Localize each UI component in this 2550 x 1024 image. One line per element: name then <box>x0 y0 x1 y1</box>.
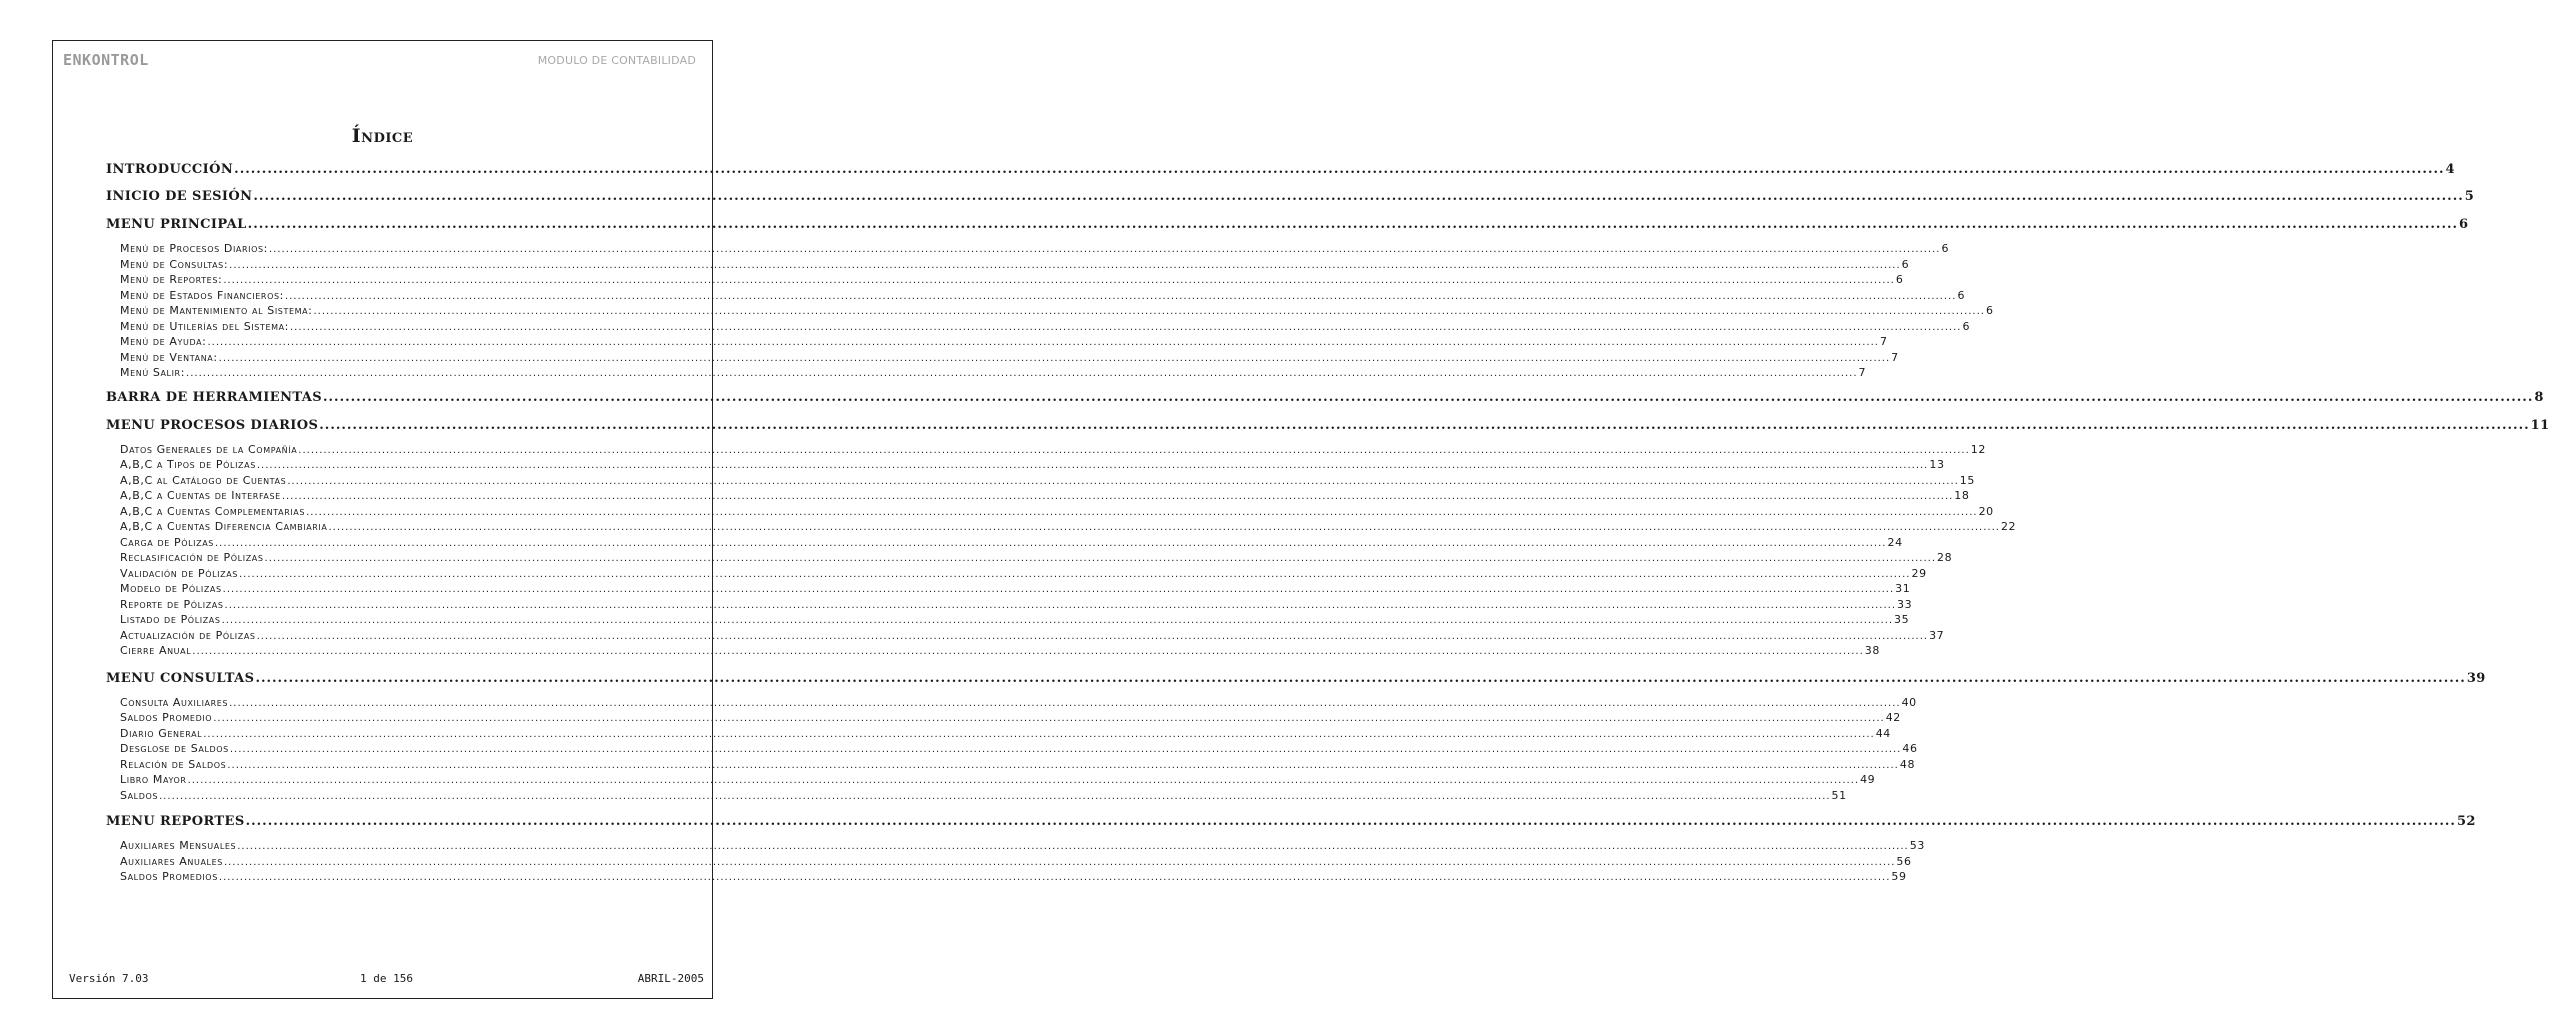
toc-dot-leader: ................................................................................................................................................................................................................................................................................................................................................................................................................ <box>328 522 2000 533</box>
toc-entry-page: 56 <box>1896 854 1912 868</box>
toc-subsection-entry <box>106 772 1876 788</box>
toc-entry-page: 5 <box>2464 189 2475 204</box>
toc-subsection-entry <box>106 303 1994 319</box>
toc-subsection-entry <box>106 365 1867 381</box>
toc-entry-page: 46 <box>1902 742 1918 755</box>
toc-subsection-entry <box>106 442 1986 458</box>
toc-subsection-entry <box>106 457 1945 473</box>
toc-subsection-entry <box>106 257 1910 273</box>
toc-entry-label: Reporte de Pólizas <box>120 597 224 611</box>
company-logo: ENKONTROL <box>63 51 149 69</box>
toc-subsection-entry <box>106 710 1901 726</box>
toc-entry-page: 12 <box>1970 442 1986 456</box>
toc-dot-leader: ................................................................................................................................................................................................................................................................................................................................................................................................................ <box>221 615 1894 626</box>
toc-entry-page: 40 <box>1901 695 1917 709</box>
toc-entry-page: 35 <box>1894 613 1910 626</box>
toc-entry-label: Carga de Pólizas <box>120 535 214 549</box>
toc-entry-page: 7 <box>1879 335 1888 348</box>
toc-entry-label: Auxiliares Mensuales <box>120 839 237 852</box>
toc-dot-leader: ................................................................................................................................................................................................................................................................................................................................................................................................................ <box>229 697 1901 709</box>
toc-dot-leader: ................................................................................................................................................................................................................................................................................................................................................................................................................ <box>227 759 1899 771</box>
toc-entry-page: 6 <box>1957 288 1966 302</box>
toc-dot-leader: ................................................................................................................................................................................................................................................................................................................................................................................................................ <box>218 352 1891 364</box>
toc-entry-page: 7 <box>1858 366 1867 379</box>
toc-entry-label: Menú de Reportes: <box>120 273 223 286</box>
toc-entry-page: 8 <box>2534 389 2544 405</box>
toc-entry-label: Consulta Auxiliares <box>120 695 229 709</box>
toc-entry-label: Menú de Mantenimiento al Sistema: <box>120 304 313 317</box>
toc-dot-leader: ................................................................................................................................................................................................................................................................................................................................................................................................................ <box>287 475 1959 487</box>
toc-subsection-entry <box>106 350 1899 366</box>
toc-dot-leader: ................................................................................................................................................................................................................................................................................................................................................................................................................ <box>319 417 2530 433</box>
toc-subsection-entry <box>106 288 1966 304</box>
toc-entry-label: Saldos Promedios <box>120 870 218 883</box>
toc-subsection-entry <box>106 854 1912 870</box>
toc-dot-leader: ................................................................................................................................................................................................................................................................................................................................................................................................................ <box>255 670 2466 686</box>
toc-entry-page: 6 <box>1901 257 1910 271</box>
toc-entry-page: 52 <box>2456 814 2476 829</box>
toc-section-entry <box>106 187 2475 207</box>
toc-dot-leader: ................................................................................................................................................................................................................................................................................................................................................................................................................ <box>186 368 1858 379</box>
toc-dot-leader: ................................................................................................................................................................................................................................................................................................................................................................................................................ <box>238 568 1911 580</box>
toc-dot-leader: ................................................................................................................................................................................................................................................................................................................................................................................................................ <box>203 728 1875 740</box>
toc-entry-page: 20 <box>1978 504 1994 518</box>
toc-dot-leader: ................................................................................................................................................................................................................................................................................................................................................................................................................ <box>298 444 1970 456</box>
toc-entry-label: Relación de Saldos <box>120 757 227 771</box>
toc-entry-label: Libro Mayor <box>120 773 187 786</box>
toc-subsection-entry <box>106 241 1950 257</box>
toc-subsection-entry <box>106 643 1880 659</box>
toc-dot-leader: ................................................................................................................................................................................................................................................................................................................................................................................................................ <box>187 775 1860 786</box>
toc-entry-page: 44 <box>1875 726 1891 740</box>
toc-dot-leader: ................................................................................................................................................................................................................................................................................................................................................................................................................ <box>222 584 1895 595</box>
toc-section-entry <box>106 416 2550 436</box>
toc-subsection-entry <box>106 726 1891 742</box>
toc-entry-label: Saldos Promedio <box>120 711 213 724</box>
toc-subsection-entry <box>106 550 1953 566</box>
toc-entry-label: A,B,C a Cuentas de Interfase <box>120 489 281 502</box>
toc-entry-label: BARRA DE HERRAMIENTAS <box>106 389 322 405</box>
toc-entry-page: 49 <box>1860 773 1876 786</box>
toc-dot-leader: ................................................................................................................................................................................................................................................................................................................................................................................................................ <box>256 630 1929 642</box>
toc-dot-leader: ................................................................................................................................................................................................................................................................................................................................................................................................................ <box>213 713 1885 724</box>
toc-entry-label: Diario General <box>120 726 203 740</box>
toc-entry-page: 48 <box>1899 757 1916 771</box>
toc-dot-leader: ................................................................................................................................................................................................................................................................................................................................................................................................................ <box>224 599 1897 611</box>
toc-entry-label: Menú de Ventana: <box>120 350 218 364</box>
toc-entry-page: 28 <box>1937 551 1953 564</box>
toc-dot-leader: ................................................................................................................................................................................................................................................................................................................................................................................................................ <box>229 259 1901 271</box>
page-footer <box>69 972 704 988</box>
page-header <box>63 51 696 73</box>
toc-section-entry <box>106 388 2544 408</box>
toc-dot-leader: ................................................................................................................................................................................................................................................................................................................................................................................................................ <box>234 162 2445 177</box>
toc-subsection-entry <box>106 612 1910 628</box>
toc-dot-leader: ................................................................................................................................................................................................................................................................................................................................................................................................................ <box>284 290 1957 302</box>
toc-entry-label: Menú de Ayuda: <box>120 335 207 348</box>
toc-subsection-entry <box>106 869 1907 885</box>
toc-subsection-entry <box>106 319 1971 335</box>
toc-dot-leader: ................................................................................................................................................................................................................................................................................................................................................................................................................ <box>218 872 1891 883</box>
toc-entry-page: 33 <box>1897 597 1913 611</box>
toc-dot-leader: ................................................................................................................................................................................................................................................................................................................................................................................................................ <box>223 275 1895 286</box>
toc-dot-leader: ................................................................................................................................................................................................................................................................................................................................................................................................................ <box>313 306 1985 317</box>
toc-dot-leader: ................................................................................................................................................................................................................................................................................................................................................................................................................ <box>289 321 1962 333</box>
toc-dot-leader: ................................................................................................................................................................................................................................................................................................................................................................................................................ <box>214 537 1887 549</box>
toc-entry-label: Desglose de Saldos <box>120 742 229 755</box>
toc-dot-leader: ................................................................................................................................................................................................................................................................................................................................................................................................................ <box>245 814 2456 829</box>
toc-entry-page: 59 <box>1891 870 1907 883</box>
toc-entry-page: 31 <box>1895 582 1911 595</box>
toc-entry-page: 7 <box>1891 350 1899 364</box>
document-page <box>52 40 2550 999</box>
toc-dot-leader: ................................................................................................................................................................................................................................................................................................................................................................................................................ <box>281 491 1954 502</box>
toc-subsection-entry <box>106 597 1913 613</box>
toc-entry-label: Menú Salir: <box>120 366 186 379</box>
toc-entry-page: 38 <box>1864 644 1880 657</box>
toc-entry-label: MENU PROCESOS DIARIOS <box>106 417 319 433</box>
toc-entry-page: 29 <box>1911 566 1927 580</box>
toc-entry-page: 13 <box>1929 458 1945 471</box>
toc-entry-page: 6 <box>1941 242 1950 255</box>
toc-entry-label: MENU REPORTES <box>106 814 245 829</box>
toc-entry-page: 53 <box>1909 839 1925 852</box>
toc-dot-leader: ................................................................................................................................................................................................................................................................................................................................................................................................................ <box>237 841 1909 852</box>
toc-entry-label: Datos Generales de la Compañía <box>120 442 298 456</box>
toc-entry-label: Reclasificación de Pólizas <box>120 551 264 564</box>
toc-entry-label: A,B,C a Cuentas Complementarias <box>120 504 306 518</box>
document-date: ABRIL-2005 <box>637 972 704 985</box>
toc-dot-leader: ................................................................................................................................................................................................................................................................................................................................................................................................................ <box>323 389 2534 405</box>
toc-entry-page: 11 <box>2530 417 2550 433</box>
toc-subsection-entry <box>106 535 1903 551</box>
toc-subsection-entry <box>106 473 1975 489</box>
toc-entry-label: INTRODUCCIÓN <box>106 162 234 177</box>
toc-entry-label: INICIO DE SESIÓN <box>106 189 253 204</box>
toc-entry-label: Menú de Procesos Diarios: <box>120 242 268 255</box>
toc-entry-label: A,B,C a Tipos de Pólizas <box>120 458 256 471</box>
toc-entry-label: MENU PRINCIPAL <box>106 217 247 232</box>
toc-entry-label: Auxiliares Anuales <box>120 854 223 868</box>
toc-entry-label: Actualización de Pólizas <box>120 628 256 642</box>
toc-subsection-entry <box>106 628 1945 644</box>
toc-entry-page: 22 <box>2000 520 2017 533</box>
toc-subsection-entry <box>106 838 1925 854</box>
page-number: 1 de 156 <box>360 972 413 985</box>
toc-section-entry <box>106 812 2476 832</box>
toc-subsection-entry <box>106 695 1917 711</box>
table-of-contents <box>106 160 2550 885</box>
toc-subsection-entry <box>106 488 1970 504</box>
toc-subsection-entry <box>106 519 2017 535</box>
toc-subsection-entry <box>106 272 1904 288</box>
toc-dot-leader: ................................................................................................................................................................................................................................................................................................................................................................................................................ <box>306 506 1978 518</box>
toc-entry-page: 15 <box>1959 473 1975 487</box>
toc-entry-label: Listado de Pólizas <box>120 613 221 626</box>
toc-entry-label: Menú de Consultas: <box>120 257 229 271</box>
page-title: Índice <box>351 125 414 147</box>
toc-entry-page: 6 <box>1985 304 1994 317</box>
toc-section-entry <box>106 160 2455 180</box>
version-label: Versión 7.03 <box>69 972 149 985</box>
toc-entry-label: Modelo de Pólizas <box>120 582 222 595</box>
toc-entry-label: A,B,C al Catálogo de Cuentas <box>120 473 287 487</box>
toc-entry-label: MENU CONSULTAS <box>106 670 255 686</box>
toc-entry-page: 4 <box>2445 162 2455 177</box>
toc-dot-leader: ................................................................................................................................................................................................................................................................................................................................................................................................................ <box>253 189 2464 204</box>
toc-section-entry <box>106 669 2486 689</box>
toc-subsection-entry <box>106 741 1918 757</box>
toc-entry-page: 39 <box>2466 670 2486 686</box>
toc-entry-page: 18 <box>1954 489 1970 502</box>
toc-subsection-entry <box>106 757 1916 773</box>
toc-subsection-entry <box>106 334 1888 350</box>
toc-entry-page: 6 <box>2459 217 2469 232</box>
toc-entry-label: Menú de Estados Financieros: <box>120 288 284 302</box>
toc-dot-leader: ................................................................................................................................................................................................................................................................................................................................................................................................................ <box>229 744 1902 755</box>
toc-dot-leader: ................................................................................................................................................................................................................................................................................................................................................................................................................ <box>268 244 1941 255</box>
toc-dot-leader: ................................................................................................................................................................................................................................................................................................................................................................................................................ <box>207 337 1879 348</box>
toc-entry-label: Saldos <box>120 788 159 802</box>
toc-subsection-entry <box>106 581 1911 597</box>
toc-dot-leader: ................................................................................................................................................................................................................................................................................................................................................................................................................ <box>159 790 1831 802</box>
toc-subsection-entry <box>106 788 1847 804</box>
toc-dot-leader: ................................................................................................................................................................................................................................................................................................................................................................................................................ <box>192 646 1864 657</box>
toc-entry-label: Validación de Pólizas <box>120 566 238 580</box>
toc-dot-leader: ................................................................................................................................................................................................................................................................................................................................................................................................................ <box>264 553 1937 564</box>
toc-entry-page: 37 <box>1929 628 1945 642</box>
toc-entry-page: 42 <box>1885 711 1901 724</box>
toc-dot-leader: ................................................................................................................................................................................................................................................................................................................................................................................................................ <box>247 217 2459 232</box>
toc-dot-leader: ................................................................................................................................................................................................................................................................................................................................................................................................................ <box>256 460 1929 471</box>
toc-entry-page: 6 <box>1895 273 1904 286</box>
toc-entry-page: 51 <box>1831 788 1847 802</box>
toc-section-entry <box>106 215 2469 235</box>
toc-entry-label: Cierre Anual <box>120 644 192 657</box>
toc-entry-page: 6 <box>1962 319 1971 333</box>
toc-subsection-entry <box>106 504 1994 520</box>
toc-entry-label: Menú de Utilerías del Sistema: <box>120 319 289 333</box>
module-name: MODULO DE CONTABILIDAD <box>537 54 696 67</box>
toc-entry-label: A,B,C a Cuentas Diferencia Cambiaria <box>120 520 328 533</box>
toc-subsection-entry <box>106 566 1927 582</box>
toc-entry-page: 24 <box>1887 535 1903 549</box>
toc-dot-leader: ................................................................................................................................................................................................................................................................................................................................................................................................................ <box>223 856 1896 868</box>
